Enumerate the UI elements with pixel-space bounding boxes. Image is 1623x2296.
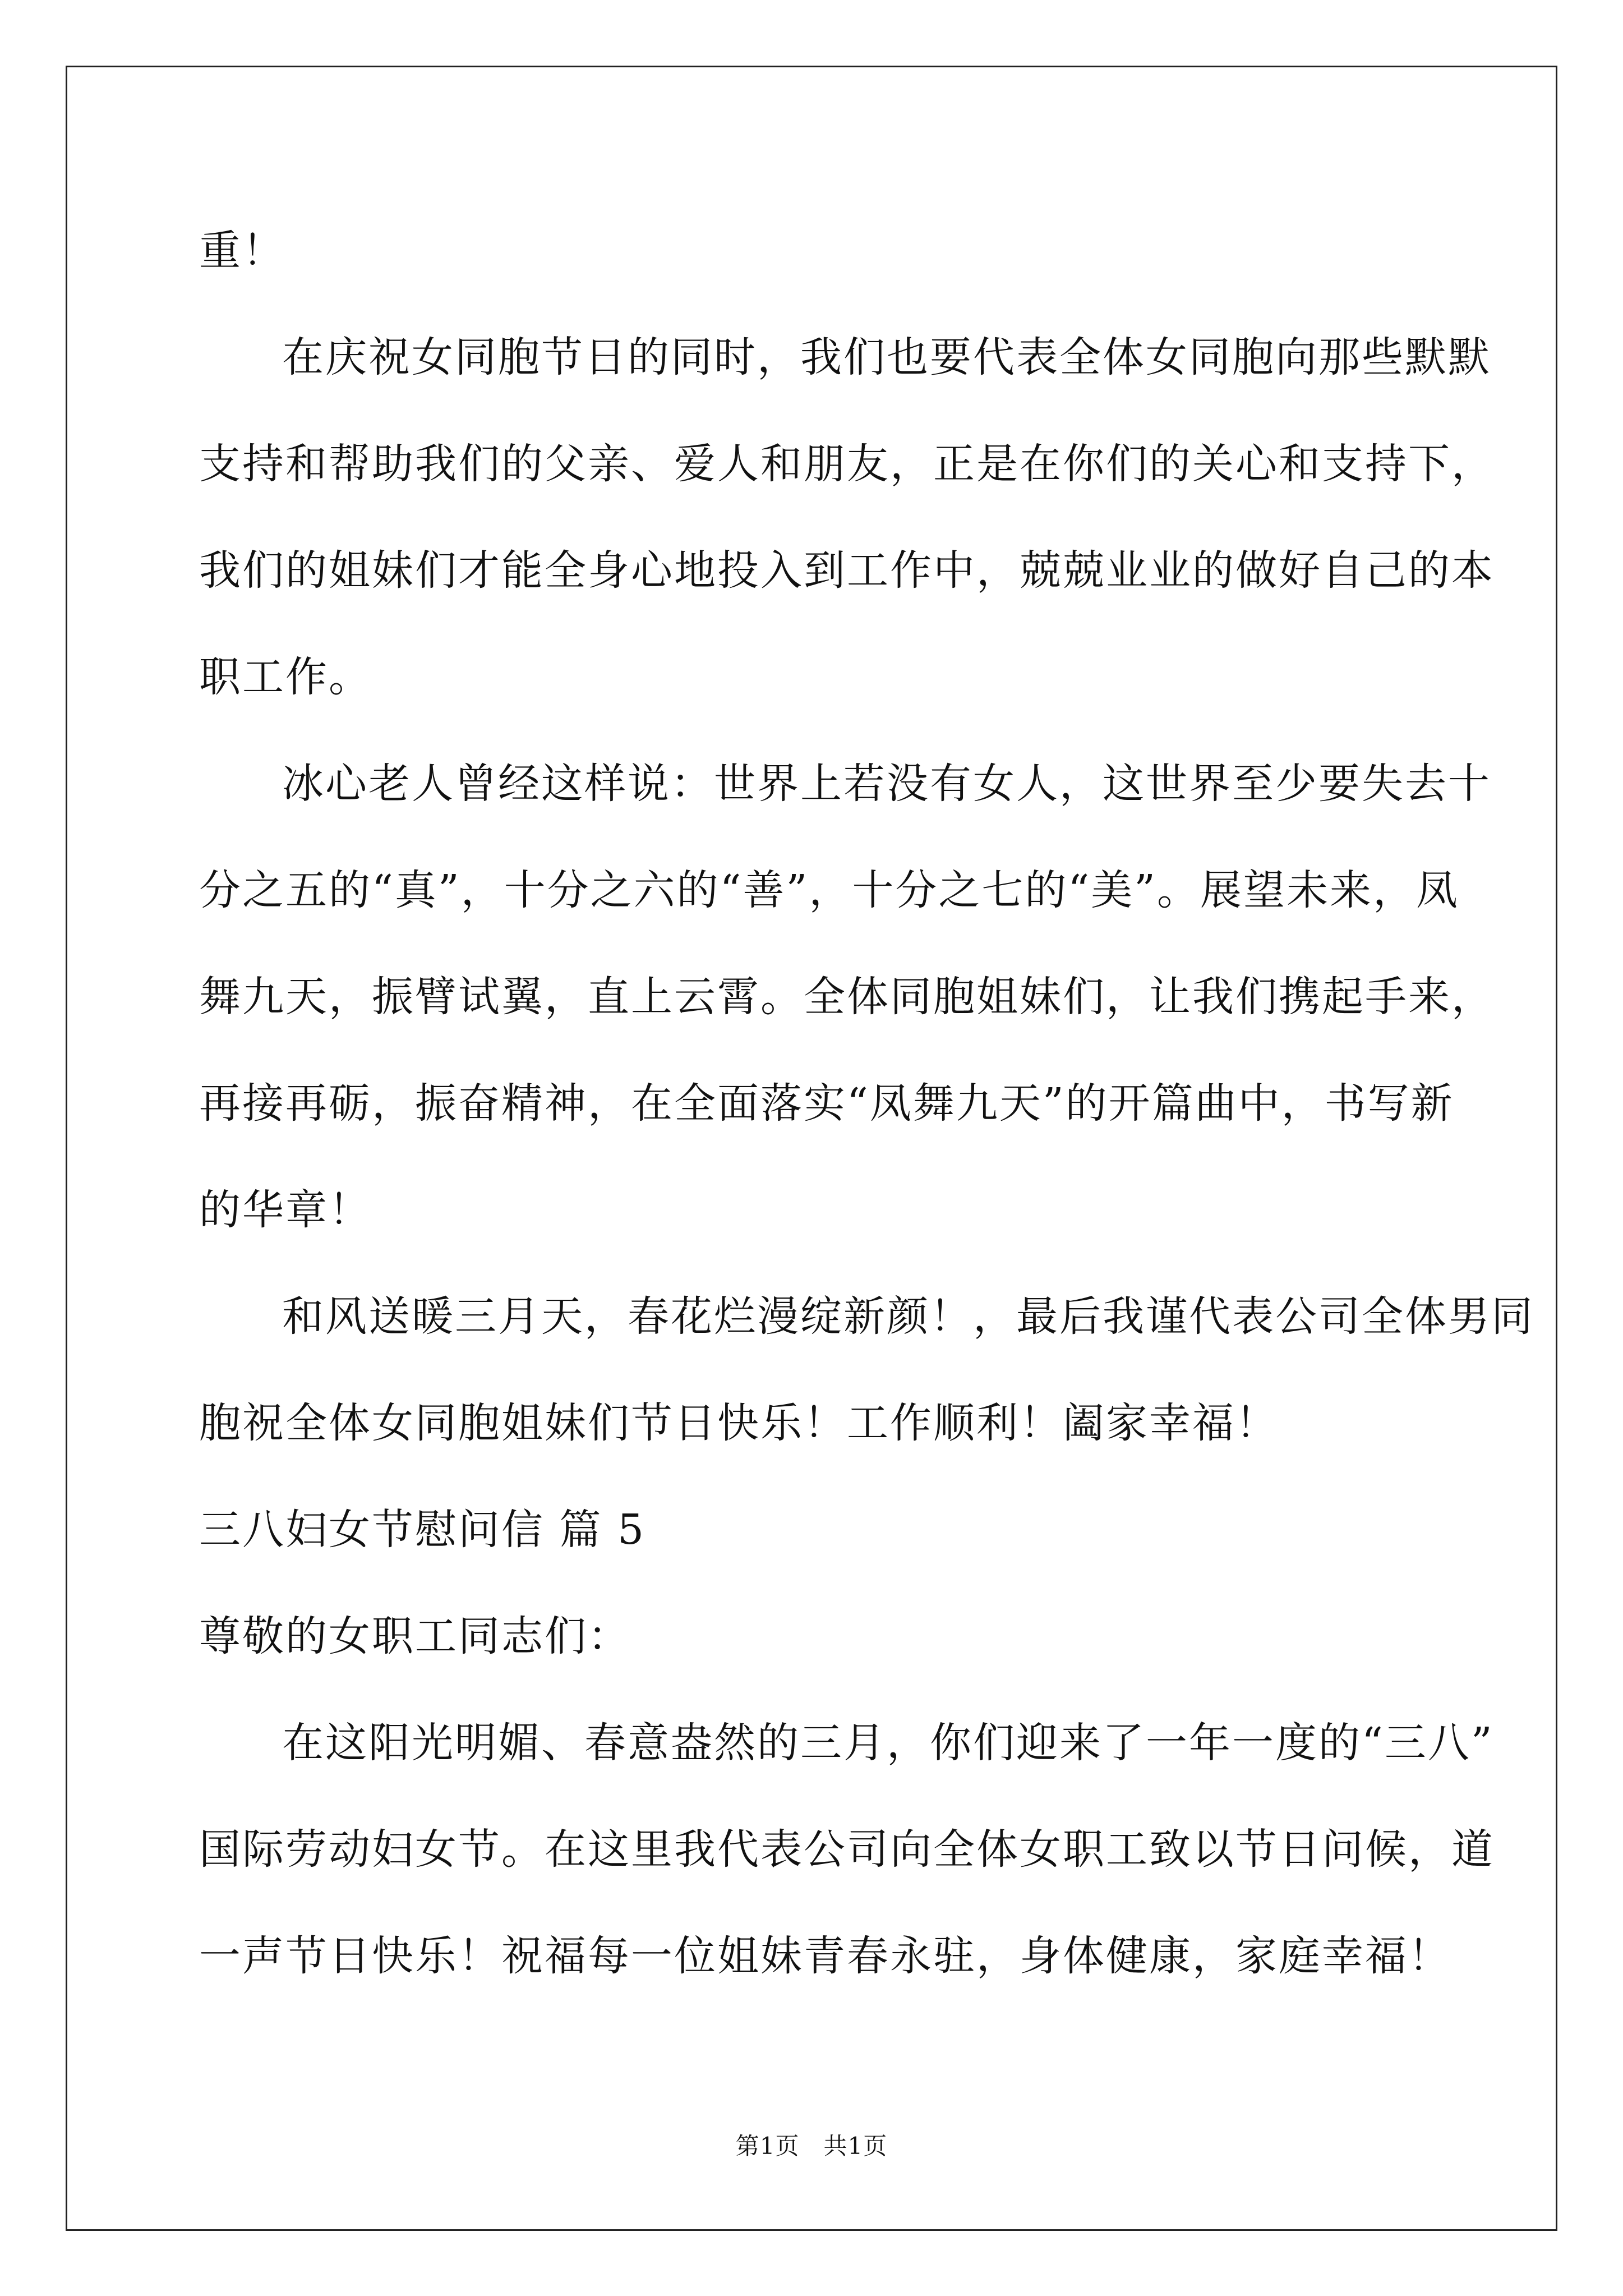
document-body [199, 214, 1534, 2026]
paragraph-line: 在这阳光明媚、春意盎然的三月，你们迎来了一年一度的“三八” [282, 1719, 1494, 1767]
salutation: 尊敬的女职工同志们： [199, 1612, 631, 1660]
paragraph-line: 分之五的“真”，十分之六的“善”，十分之七的“美”。展望未来，凤 [199, 866, 1459, 914]
paragraph-line: 我们的姐妹们才能全身心地投入到工作中，兢兢业业的做好自己的本 [199, 546, 1495, 595]
paragraph-line: 胞祝全体女同胞姐妹们节日快乐！工作顺利！阖家幸福！ [199, 1399, 1279, 1447]
section-heading: 三八妇女节慰问信 篇 5 [199, 1506, 646, 1554]
paragraph-line: 职工作。 [199, 653, 372, 701]
paragraph-line: 国际劳动妇女节。在这里我代表公司向全体女职工致以节日问候，道 [199, 1825, 1495, 1874]
paragraph-line: 再接再砺，振奋精神，在全面落实“凤舞九天”的开篇曲中，书写新 [199, 1079, 1454, 1128]
paragraph-line: 一声节日快乐！祝福每一位姐妹青春永驻，身体健康，家庭幸福！ [199, 1932, 1451, 1980]
paragraph-line: 支持和帮助我们的父亲、爱人和朋友，正是在你们的关心和支持下， [199, 440, 1495, 488]
paragraph-line: 冰心老人曾经这样说：世界上若没有女人，这世界至少要失去十 [282, 760, 1491, 808]
page-number-footer: 第1页 共1页 [735, 2132, 888, 2160]
paragraph-line: 和风送暖三月天，春花烂漫绽新颜！，最后我谨代表公司全体男同 [282, 1292, 1534, 1341]
paragraph-line: 重！ [199, 227, 285, 275]
paragraph-line: 的华章！ [199, 1186, 372, 1234]
paragraph-line: 在庆祝女同胞节日的同时，我们也要代表全体女同胞向那些默默 [282, 333, 1491, 381]
paragraph-line: 舞九天，振臂试翼，直上云霄。全体同胞姐妹们，让我们携起手来， [199, 973, 1495, 1021]
